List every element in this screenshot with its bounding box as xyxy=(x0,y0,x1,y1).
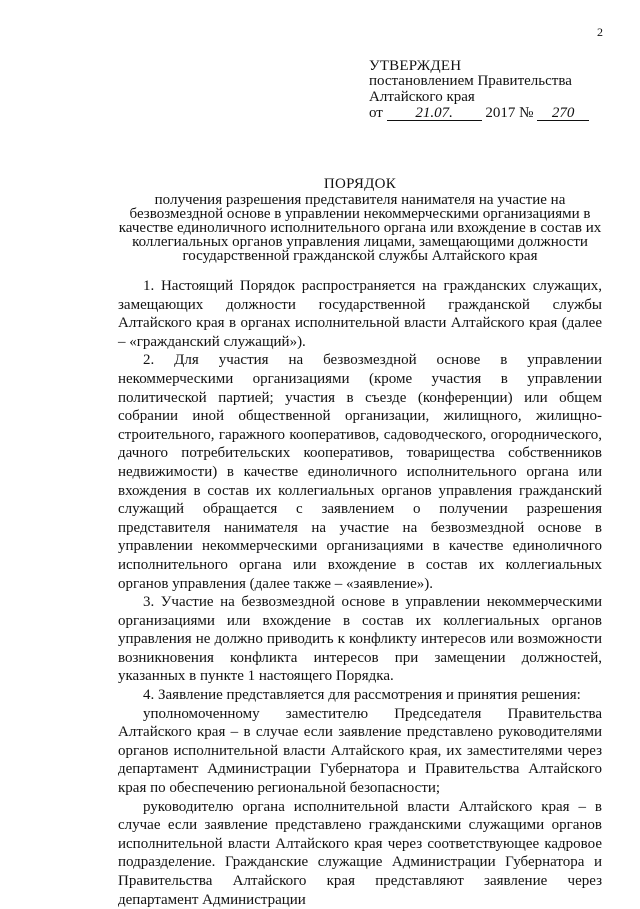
approval-year-text: 2017 № xyxy=(485,105,534,121)
document-subtitle: получения разрешения представителя нанимателя на участие на безвозмездной основе в управлении некоммерческими организациями в качестве единоличного исполнительного органа или вхождение в состав их коллегиальных органов управления лицами, замещающими должности государственной гражданской службы Алтайского края xyxy=(118,192,602,264)
approval-number-value: 270 xyxy=(537,107,589,121)
paragraph-2: 2. Для участия на безвозмездной основе в управлении некоммерческими организациями (кроме участия в управлении политической партией; участия в съезде (конференции) или общем собрании иной общественной организации, жилищного, жилищно-строительного, гаражного кооперативов, садоводческого, огороднического, дачного потребительских кооперативов, товарищества собственников недвижимости) в качестве единоличного исполнительного органа или вхождения в состав их коллегиальных органов управления гражданский служащий обращается с заявлением о получении разрешения представителя нанимателя на участие на безвозмездной основе в управлении некоммерческими организациями в качестве единоличного исполнительного органа или вхождение в состав их коллегиальных органов управления (далее также – «заявление»). xyxy=(118,352,602,592)
document-body xyxy=(118,277,602,909)
document-title-block xyxy=(118,176,602,263)
document-title: ПОРЯДОК xyxy=(323,176,397,192)
paragraph-4: 4. Заявление представляется для рассмотрения и принятия решения: xyxy=(143,687,581,704)
approval-stamp xyxy=(369,58,619,121)
paragraph-1: 1. Настоящий Порядок распространяется на гражданских служащих, замещающих должности государственной гражданской службы Алтайского края в органах исполнительной власти Алтайского края (далее – «гражданский служащий»). xyxy=(118,278,602,350)
paragraph-3: 3. Участие на безвозмездной основе в управлении некоммерческими организациями или вхождение в состав их коллегиальных органов управления не должно приводить к конфликту интересов или возможности возникновения конфликта интересов при замещении должностей, указанных в пункте 1 настоящего Порядка. xyxy=(118,594,602,685)
paragraph-4-item-2: руководителю органа исполнительной власти Алтайского края – в случае если заявление представлено гражданскими служащими органов исполнительной власти Алтайского края через соответствующее кадровое подразделение. Гражданские служащие Администрации Губернатора и Правительства Алтайского края представляют заявление через департамент Администрации xyxy=(118,798,602,908)
approval-date-prefix: от xyxy=(369,105,383,121)
paragraph-4-item-1: уполномоченному заместителю Председателя Правительства Алтайского края – в случае если заявление представлено руководителями органов исполнительной власти Алтайского края, их заместителями через департамент Администрации Губернатора и Правительства Алтайского края по обеспечению региональной безопасности; xyxy=(118,705,602,797)
approval-line-2: Алтайского края xyxy=(369,88,475,105)
approval-line-1: постановлением Правительства xyxy=(369,73,572,89)
approval-date-value: 21.07. xyxy=(387,107,482,121)
approval-heading: УТВЕРЖДЕН xyxy=(369,58,462,74)
approval-date-line xyxy=(369,105,619,121)
page-number: 2 xyxy=(597,25,603,39)
